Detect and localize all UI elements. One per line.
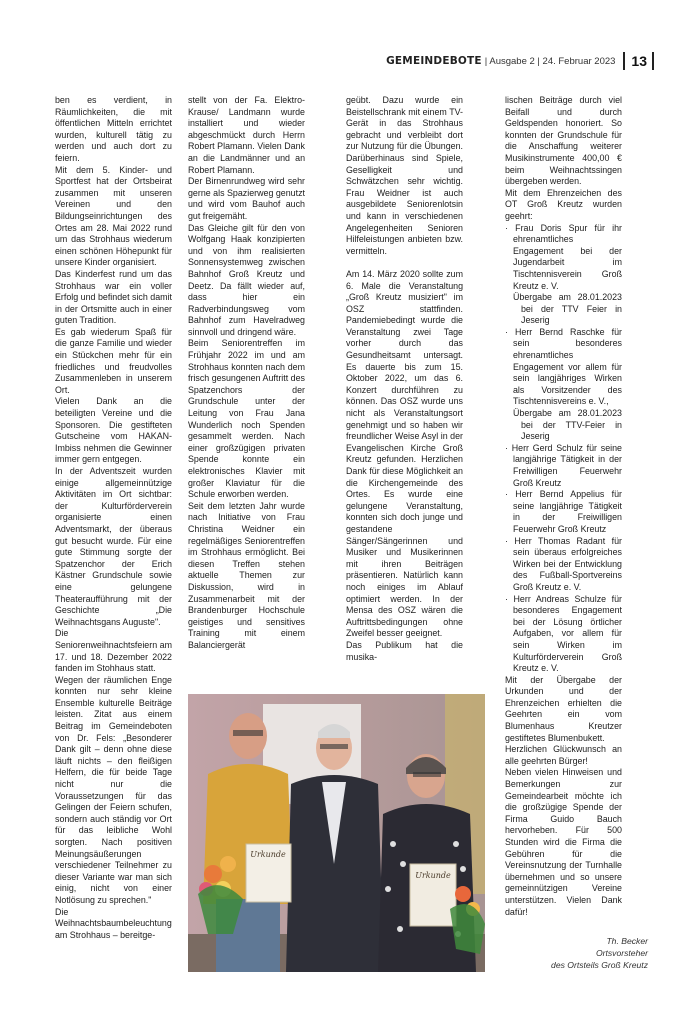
- paragraph: Neben vielen Hinweisen und Bemerkungen zur Gemeindearbeit möchte ich die großzügige Spende der Firma Guido Bauch hervorheben. Für 500 Stunden wird die Firma die Gebühren für die Vereinsnutzung der Turnhalle übernehmen und so unsere gemeinnützigen Vereine unterstützen. Vielen Dank dafür!: [505, 767, 622, 917]
- handover-note: Übergabe am 28.01.2023 bei der TTV Feier in Jeserig: [513, 292, 622, 326]
- paragraph: Herzlichen Glückwunsch an alle geehrten Bürger!: [505, 744, 622, 766]
- paragraph: Mit dem 5. Kinder- und Sportfest hat der Ortsbeirat zusammen mit unseren Vereinen und den Bildungseinrichtungen des Ortes am 28. Mai 2022 rund um das Strohhaus wiederum einen schönen Höhepunkt für unsere Kinder organisiert.: [55, 164, 172, 268]
- honoree-text: · Herr Gerd Schulz für seine langjährige Tätigkeit in der Freiwilligen Feuerwehr Groß Kreutz: [505, 442, 622, 488]
- paragraph: Das Gleiche gilt für den von Wolfgang Haak konzipierten und von ihm realisierten Sonnensystemweg zwischen Bahnhof Groß Kreutz und Deetz. Da fällt wieder auf, dass hier ein Radverbindungsweg vom Bahnhof zum Havelradweg sinnvoll und dringend wäre.: [188, 222, 305, 337]
- honoree-text: · Herr Andreas Schulze für besonderes Engagement bei der Lösung örtlicher Aufgaben, vor allem für sein Wirken im Kulturförderverein Groß Kreutz e. V.: [505, 593, 622, 674]
- certificate-right-label: Urkunde: [415, 871, 451, 880]
- honoree-text: · Herr Thomas Radant für sein überaus erfolgreiches Wirken bei der Entwicklung des Fußball-Sportvereins Groß Kreutz e. V.: [505, 535, 622, 592]
- page-header: [386, 52, 654, 70]
- paragraph: Die Weihnachtsbaumbeleuchtung am Strohhaus – bereitge-: [55, 906, 172, 940]
- honorees-list: [505, 223, 622, 675]
- newsletter-brand: GEMEINDEBOTE: [386, 55, 482, 67]
- paragraph: stellt von der Fa. Elektro-Krause/ Landmann wurde installiert und wieder abgeschmückt durch Herrn Robert Plamann. Vielen Dank an die Landmänner und an Robert Plamann.: [188, 95, 305, 175]
- paragraph: In der Adventszeit wurden einige allgemeinnützige Aktivitäten im Ort sichtbar: der Kulturförderverein organisierte einen Adventsmarkt, der überaus gut besucht wurde. Für eine gute Stimmung sorgte der Spatzenchor der Erich Kästner Grundschule sowie eine gelungene Theateraufführung mit der Geschichte „Die Weihnachtsgans Auguste".: [55, 466, 172, 627]
- handover-note: Übergabe am 28.01.2023 bei der TTV-Feier in Jeserig: [513, 408, 622, 442]
- paragraph: Vielen Dank an die beteiligten Vereine und die Sponsoren. Die gestifteten Gutscheine vom HAKAN-Imbiss nehmen die Gewinner immer gern entgegen.: [55, 396, 172, 465]
- honorees-photo: [188, 694, 485, 972]
- page-number: 13: [631, 53, 647, 69]
- paragraph: Wegen der räumlichen Enge konnten nur sehr kleine Ensemble kulturelle Beiträge leisten. Zitat aus einem Beitrag im Gemeindeboten von Dr. Fels: „Besonderer Dank gilt – denn ohne diese läuft nichts – den fleißigen Helfern, die für beide Tage nicht nur die Voraussetzungen für das Gelingen der Feiern schufen, sondern auch ständig vor Ort für das leibliche Wohl sorgten. Nach positiven Meinungsäußerungen verschiedener Teilnehmer zu dieser Variante war man sich einig, nicht von einer Notlösung zu sprechen.": [55, 674, 172, 905]
- paragraph: Das Kinderfest rund um das Strohhaus war ein voller Erfolg und befindet sich damit in der Ortsmitte auch in einer guten Tradition.: [55, 268, 172, 326]
- list-item: [505, 443, 622, 489]
- paragraph: geübt. Dazu wurde ein Beistellschrank mit einem TV-Gerät in das Strohhaus gebracht und verbleibt dort zur Nutzung für die Übungen. Darüberhinaus sind Spiele, Geselligkeit und Schwätzchen sehr wichtig. Frau Weidner ist auch ausgebildete Seniorenlotsin und kann in verschiedenen Angelegenheiten Senioren Hilfeleistungen anbieten bzw. vermitteln.: [346, 95, 463, 256]
- list-item: [505, 223, 622, 327]
- certificate-left: [246, 844, 291, 902]
- paragraph: Es gab wiederum Spaß für die ganze Familie und wieder ein Stückchen mehr für ein friedliches und freudvolles Zusammenleben in unserem Ort.: [55, 326, 172, 395]
- list-item: [505, 489, 622, 535]
- article-column-3: [346, 95, 463, 680]
- signature-name: Th. Becker: [606, 936, 648, 946]
- paragraph: lischen Beiträge durch viel Beifall und durch Geldspenden honoriert. So konnten der Grundschule für die Anschaffung weiterer Musikinstrumente 400,00 € beim Weihnachtssingen übergeben werden.: [505, 95, 622, 187]
- photo-illustration: [188, 694, 485, 972]
- paragraph: Der Birnenrundweg wird sehr gerne als Spazierweg genutzt und wird vom Bauhof auch gut freigemäht.: [188, 176, 305, 221]
- signature-block: [520, 936, 648, 971]
- article-column-1: [55, 95, 172, 975]
- article-column-4: [505, 95, 622, 917]
- signature-role: Ortsvorsteher: [595, 947, 648, 958]
- certificate-right: [410, 864, 456, 926]
- paragraph: Das Publikum hat die musika-: [346, 639, 463, 662]
- paragraph: Mit der Übergabe der Urkunden und der Ehrenzeichen erhielten die Geehrten ein vom Blumenhaus Kreutzer gestiftetes Blumenbukett.: [505, 674, 622, 743]
- honorees-heading: Mit dem Ehrenzeichen des OT Groß Kreutz wurden geehrt:: [505, 187, 622, 221]
- paragraph: Beim Seniorentreffen im Frühjahr 2022 im und am Strohhaus konnten nach dem frisch gesungenen Auftritt des Spatzenchors der Grundschule unter der Leitung von Frau Jana Wunderlich noch Spenden gesammelt werden. Nach einer großzügigen privaten Spende konnte ein elektronisches Klavier mit großer Klaviatur für die Schule erworben werden.: [188, 338, 305, 500]
- honoree-text: · Frau Doris Spur für ihr ehrenamtliches Engagement bei der Jugendarbeit im Tischtennisverein Groß Kreutz e. V.: [505, 222, 622, 291]
- header-divider-right: [652, 52, 654, 70]
- certificate-left-label: Urkunde: [250, 850, 286, 859]
- honoree-text: · Herr Bernd Appelius für seine langjährige Tätigkeit in der Freiwilligen Feuerwehr Groß Kreutz: [505, 489, 622, 534]
- paragraph: Die Seniorenweihnachtsfeiern am 17. und 18. Dezember 2022 fanden im Stohhaus statt.: [55, 628, 172, 674]
- article-column-2: [188, 95, 305, 680]
- signature-place: des Ortsteils Groß Kreutz: [551, 959, 648, 970]
- paragraph: Am 14. März 2020 sollte zum 6. Male die Veranstaltung „Groß Kreutz musiziert" im OSZ stattfinden. Pandemiebedingt wurde die Veranstaltung zwei Tage vorher durch das Gesundheitsamt untersagt. Es dauerte bis zum 15. Oktober 2022, um das 6. Konzert durchführen zu können. Das OSZ wurde uns nicht als Veranstaltungsort genehmigt und so haben wir freundlicher Weise Asyl in der Evangelischen Kirche Groß Kreutz gefunden. Herzlichen Dank für diese Möglichkeit an die Kirchengemeinde des Ortes. Es wurde eine gelungene Veranstaltung, konnten sich doch junge und gestandene Sänger/Sängerinnen und Musiker und Musikerinnen mit ihren Beiträgen präsentieren. Natürlich kann noch einiges im Ablauf optimiert werden. In der Mensa des OSZ wären die Auftrittsbedingungen ohne Zweifel besser geeignet.: [346, 268, 463, 639]
- list-item: [505, 327, 622, 443]
- header-divider: [623, 52, 625, 70]
- list-item: [505, 594, 622, 675]
- issue-info: | Ausgabe 2 | 24. Februar 2023: [484, 55, 616, 67]
- paragraph: ben es verdient, in Räumlichkeiten, die mit öffentlichen Mitteln errichtet wurden, kulturell tätig zu werden und auch dort zu feiern.: [55, 95, 172, 163]
- honoree-text: · Herr Bernd Raschke für sein besonderes ehrenamtliches Engagement vor allem für sein langjähriges Wirken als Vorsitzender des Tischtennisvereins e. V.,: [505, 326, 622, 407]
- paragraph: Seit dem letzten Jahr wurde nach Initiative von Frau Christina Weidner ein regelmäßiges Seniorentreffen im Strohhaus ermöglicht. Bei diesen Treffen stehen aktuelle Themen zur Diskussion, wird in Zusammenarbeit mit der Brandenburger Hochschule geistiges und sensitives Training mit einem Balanciergerät: [188, 500, 305, 650]
- list-item: [505, 536, 622, 594]
